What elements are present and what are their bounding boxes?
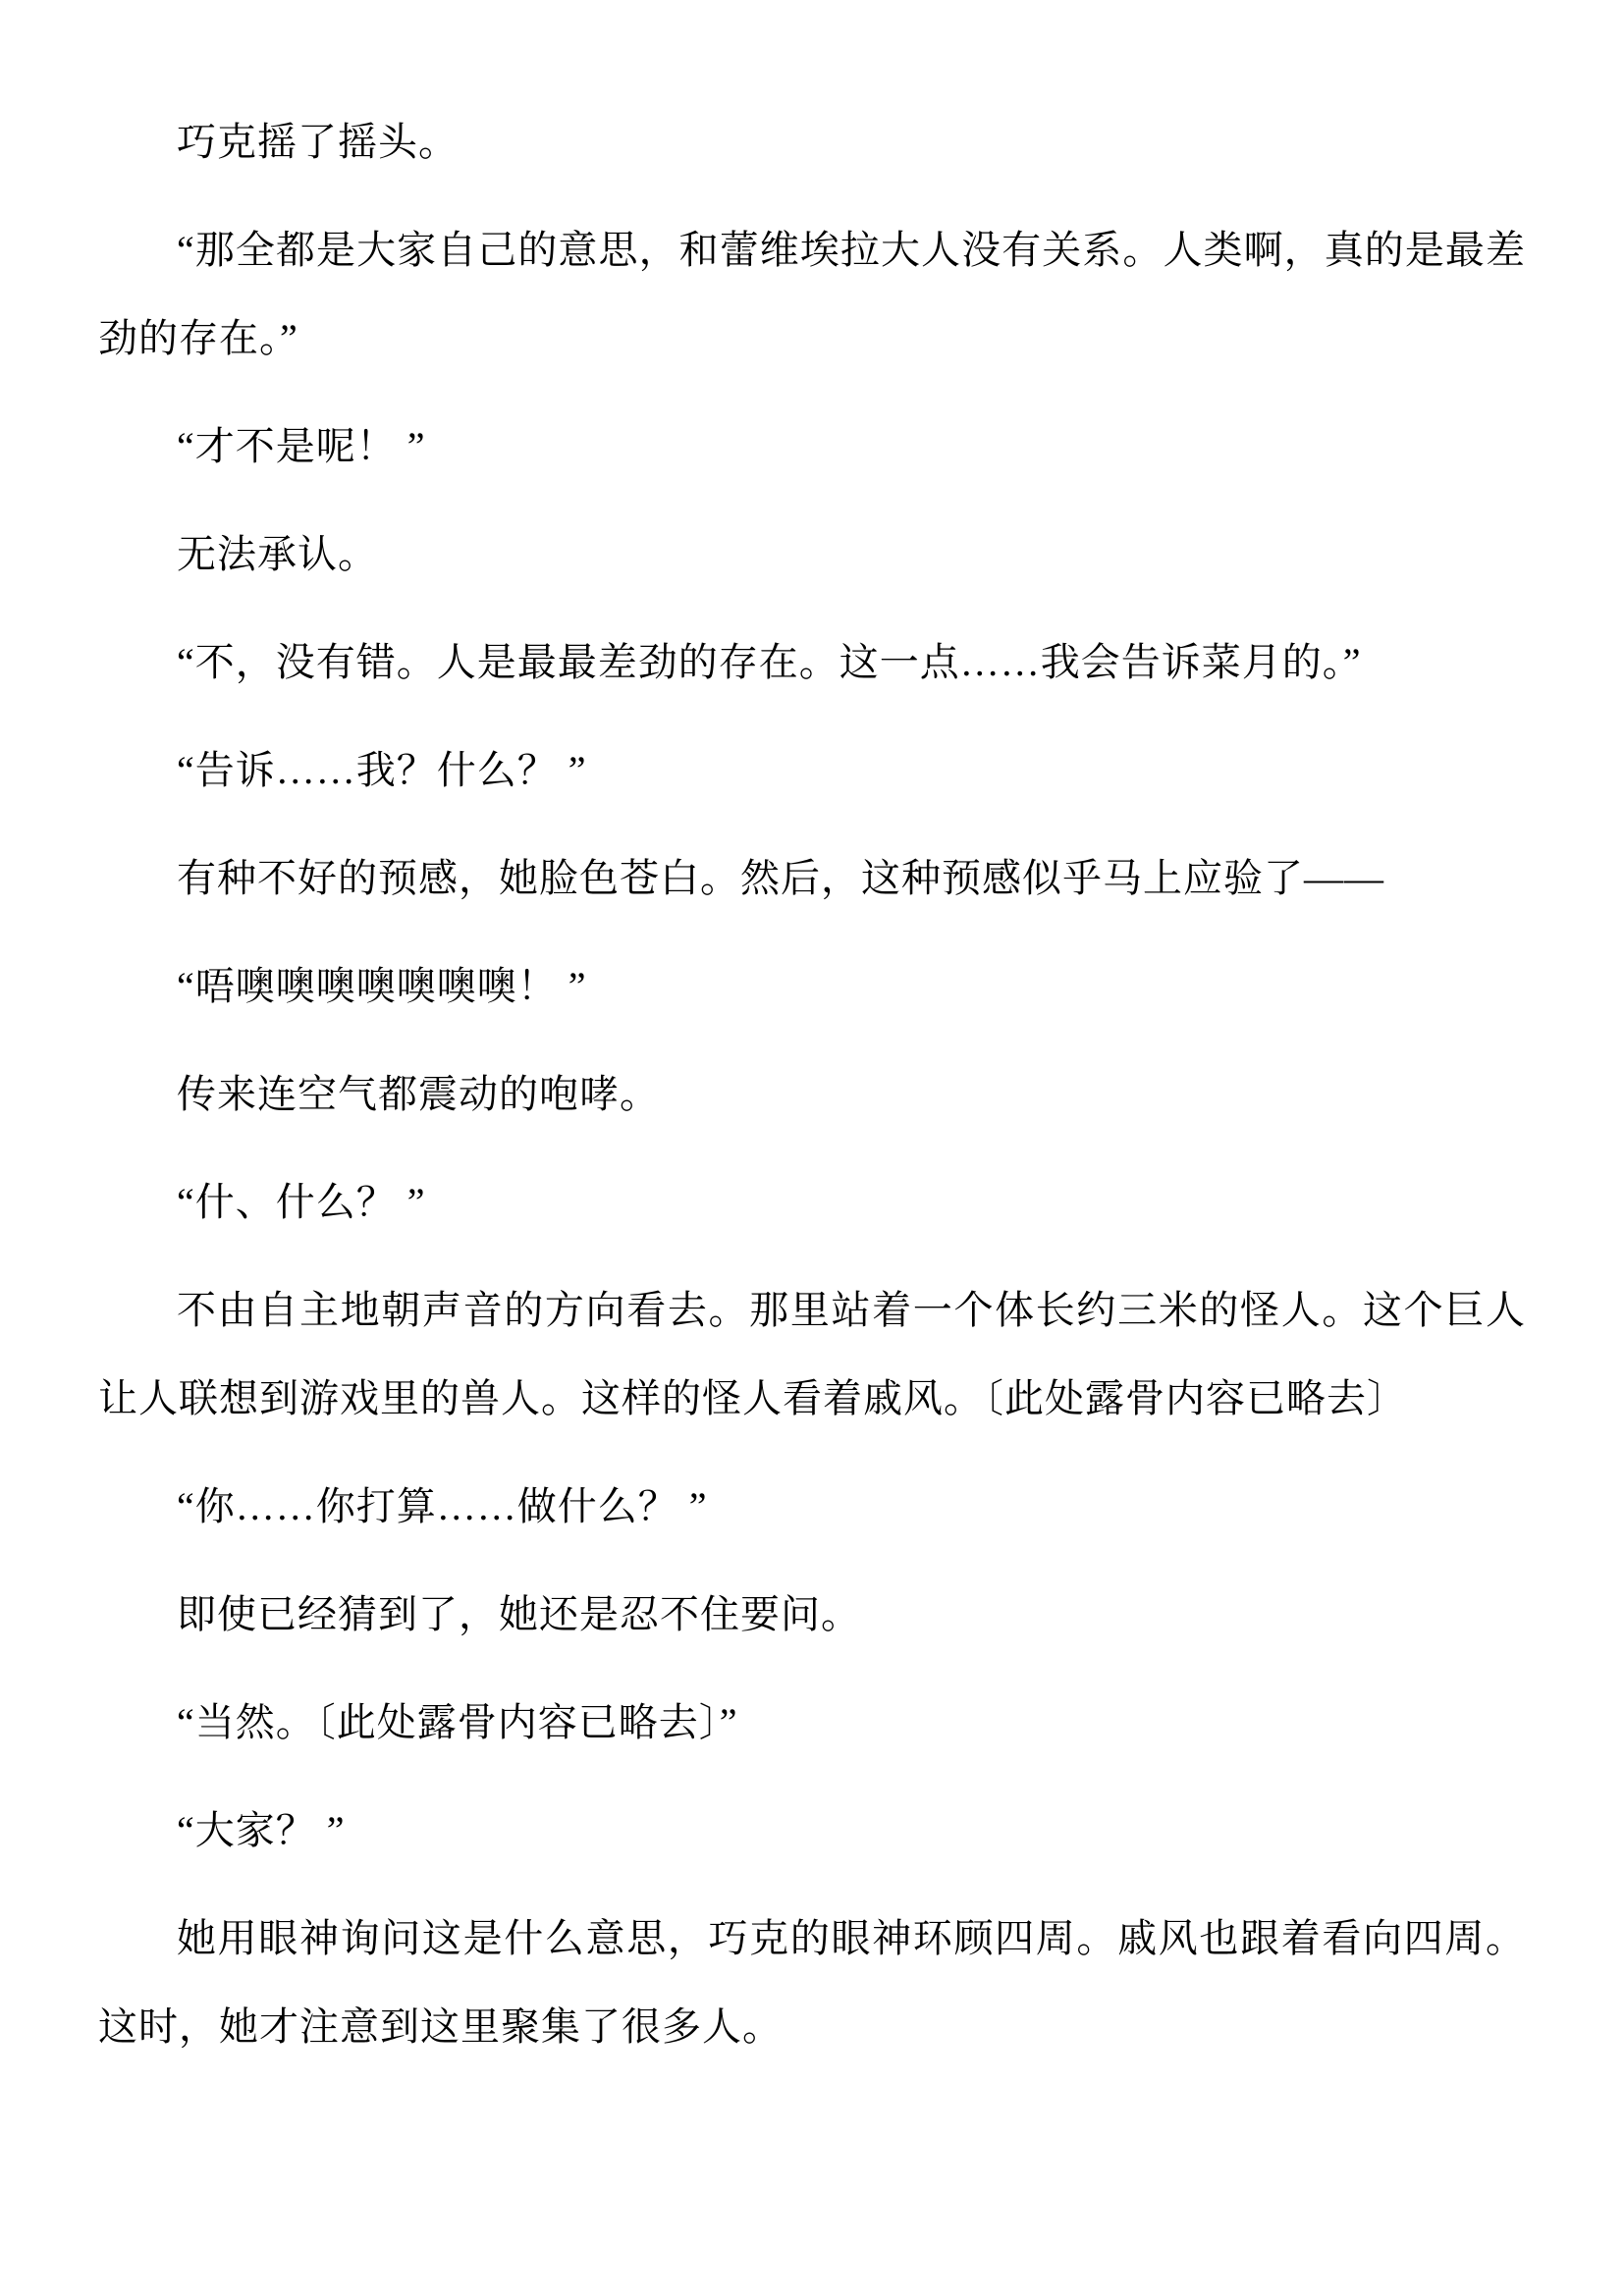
paragraph-narration-redacted: 不由自主地朝声音的方向看去。那里站着一个体长约三米的怪人。这个巨人让人联想到游戏里的兽人。这样的怪人看着戚风。〔此处露骨内容已略去〕 [98,1288,1526,1420]
paragraph-dialogue: “才不是呢！ ” [177,424,426,468]
paragraph-narration: 她用眼神询问这是什么意思，巧克的眼神环顾四周。戚风也跟着看向四周。这时，她才注意到这里聚集了很多人。 [98,1916,1526,2049]
paragraph-dialogue: “不，没有错。人是最最差劲的存在。这一点……我会告诉菜月的。” [177,640,1362,684]
paragraph-dialogue: “唔噢噢噢噢噢噢噢！ ” [177,964,587,1008]
paragraph-narration: 即使已经猜到了，她还是忍不住要问。 [177,1592,861,1636]
paragraph-dialogue: “你……你打算……做什么？ ” [177,1484,708,1528]
paragraph-dialogue: “那全都是大家自己的意思，和蕾维埃拉大人没有关系。人类啊，真的是最差劲的存在。” [98,228,1526,360]
paragraph-narration: 巧克摇了摇头。 [177,120,459,164]
paragraph-narration: 无法承认。 [177,532,378,576]
paragraph-narration: 有种不好的预感，她脸色苍白。然后，这种预感似乎马上应验了—— [177,856,1384,900]
paragraph-narration: 传来连空气都震动的咆哮。 [177,1072,660,1116]
paragraph-dialogue: “大家？ ” [177,1808,346,1852]
paragraph-dialogue: “什、什么？ ” [177,1180,426,1224]
paragraph-dialogue-redacted: “当然。〔此处露骨内容已略去〕” [177,1700,738,1744]
paragraph-dialogue: “告诉……我？什么？ ” [177,748,587,792]
